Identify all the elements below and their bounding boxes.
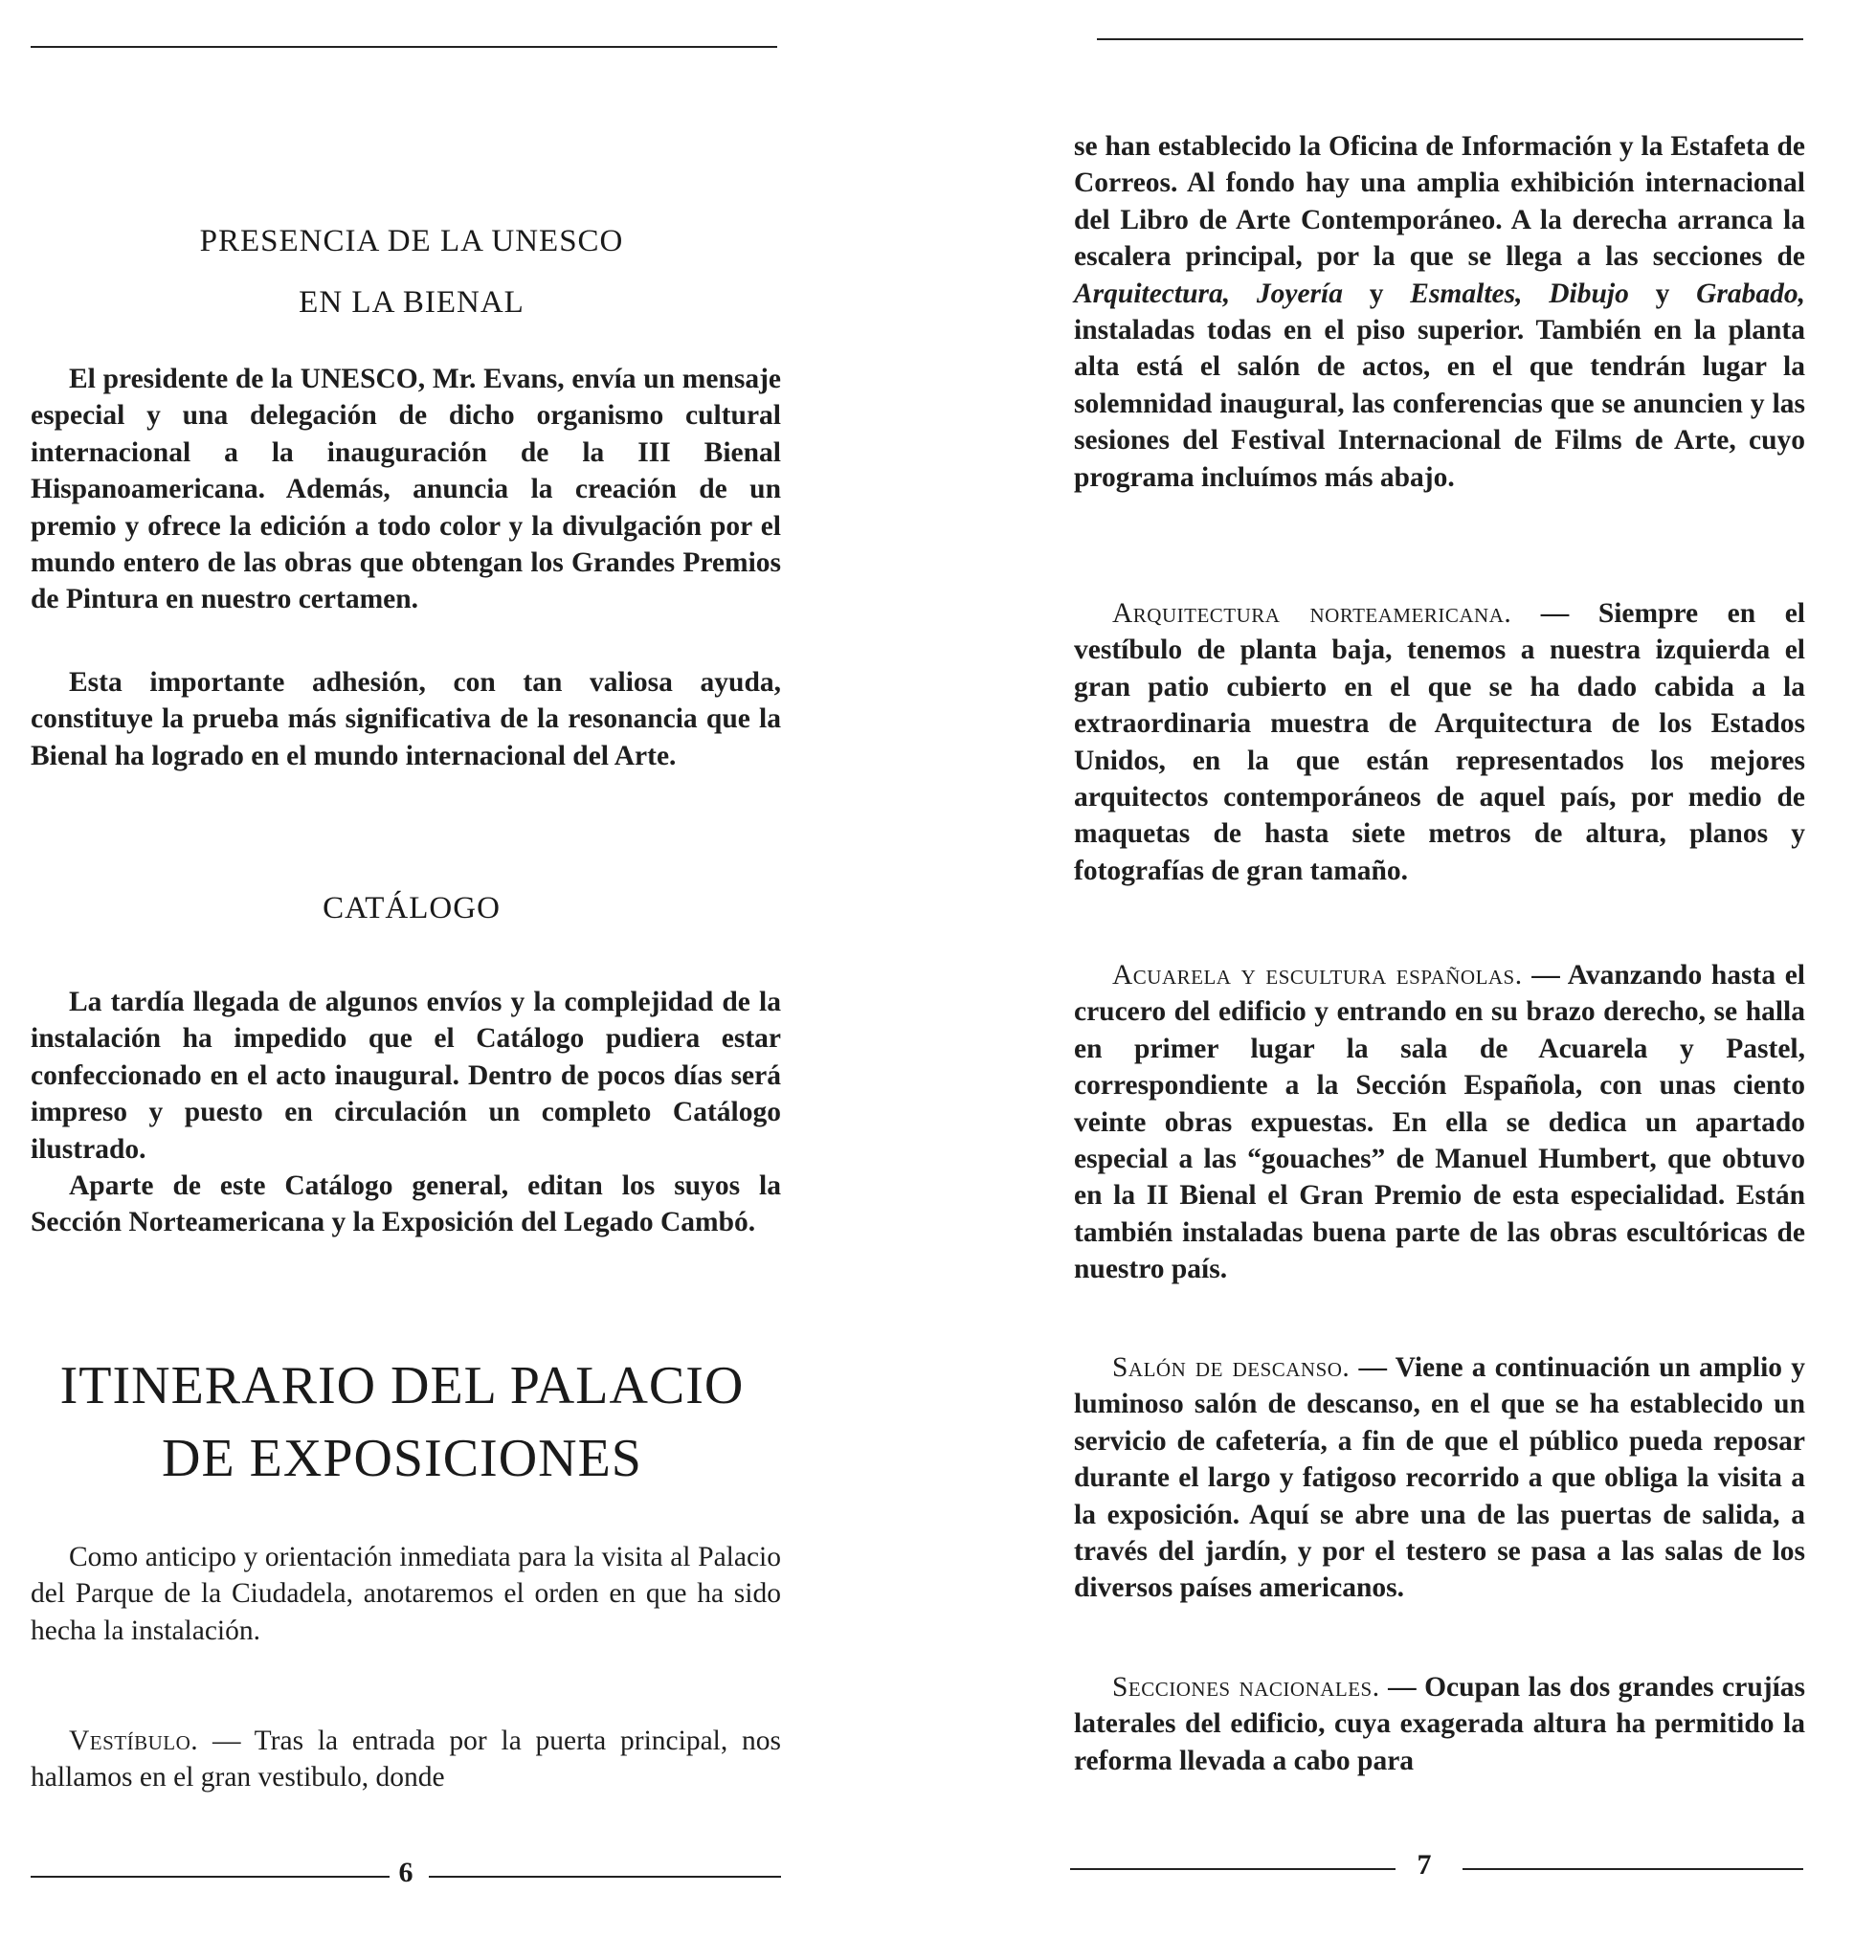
- unesco-paragraph-1: El presidente de la UNESCO, Mr. Evans, envía un mensaje especial y una delegación de dicho organismo cultural internacional a la inauguración de la III Bienal Hispanoamericana. Además, anuncia la creación de un premio y ofrece la edición a todo color y la divulgación por el mundo entero de las obras que obtengan los Grandes Premios de Pintura en nuestro certamen.: [31, 364, 781, 615]
- catalogo-paragraph-2: Aparte de este Catálogo general, editan los suyos la Sección Norteamericana y la Exposición del Legado Cambó.: [31, 1170, 781, 1238]
- and-word: y: [1628, 278, 1697, 309]
- continuation-part2: instaladas todas en el piso superior. También en la planta alta está el salón de actos, en el que tendrán lugar la solemnidad inaugural, las conferencias que se anuncien y las sesiones del Festival Internacional de Films de Arte, cuyo programa incluímos más abajo.: [1074, 315, 1805, 493]
- continuation-part1: se han establecido la Oficina de Información y la Estafeta de Correos. Al fondo hay una amplia exhibición internacional del Libro de Arte Contemporáneo. A la derecha arranca la escalera principal, por la que se llega a las secciones de: [1074, 131, 1805, 273]
- bottom-rule-left: [1070, 1868, 1396, 1870]
- section-arquitectura: [1074, 595, 1805, 889]
- catalogo-paragraph-1: La tardía llegada de algunos envíos y la complejidad de la instalación ha impedido que el Catálogo pudiera estar confeccionado en el acto inaugural. Dentro de pocos días será impreso y puesto en circulación un completo Catálogo ilustrado.: [31, 987, 781, 1165]
- right-page: [938, 0, 1876, 1960]
- itinerario-heading: [19, 1349, 785, 1495]
- vestibulo-text: — Tras la entrada por la puerta principal, nos hallamos en el gran vestibulo, donde: [31, 1726, 781, 1793]
- section-acuarela: [1074, 957, 1805, 1288]
- section-lead: Acuarela y escultura españolas.: [1112, 960, 1523, 991]
- bottom-rule-left: [31, 1876, 390, 1878]
- bottom-rule-right: [1463, 1868, 1803, 1870]
- section-lead: Secciones nacionales.: [1112, 1672, 1380, 1703]
- page-number: 6: [398, 1857, 413, 1888]
- unesco-heading-line2: EN LA BIENAL: [299, 285, 525, 320]
- section-text: — Ocupan las dos grandes crujías laterales del edificio, cuya exagerada altura ha permitido la reforma llevada a cabo para: [1074, 1672, 1805, 1776]
- unesco-heading-line1: PRESENCIA DE LA UNESCO: [199, 224, 624, 258]
- grabado-term: Grabado,: [1696, 278, 1806, 309]
- continuation-paragraph: [1074, 128, 1805, 496]
- section-lead: Salón de descanso.: [1112, 1352, 1351, 1383]
- vestibulo-lead: Vestíbulo.: [69, 1726, 199, 1756]
- top-rule: [1097, 38, 1803, 40]
- section-lead: Arquitectura norteamericana.: [1112, 598, 1512, 629]
- bottom-rule-right: [429, 1876, 781, 1878]
- esmaltes-term: Esmaltes,: [1410, 278, 1523, 309]
- itinerario-heading-line2: DE EXPOSICIONES: [162, 1429, 642, 1488]
- section-salon: [1074, 1349, 1805, 1607]
- page-number: 7: [1417, 1849, 1432, 1881]
- catalogo-heading: CATÁLOGO: [323, 891, 501, 925]
- unesco-paragraph-2: Esta importante adhesión, con tan valiosa ayuda, constituye la prueba más significativa de la resonancia que la Bienal ha logrado en el mundo internacional del Arte.: [31, 667, 781, 771]
- section-text: — Siempre en el vestíbulo de planta baja, tenemos a nuestra izquierda el gran patio cubierto en el que se ha dado cabida a la extraordinaria muestra de Arquitectura de los Estados Unidos, en la que están representados los mejores arquitectos contemporáneos de aquel país, por medio de maquetas de hasta siete metros de altura, planos y fotografías de gran tamaño.: [1074, 598, 1805, 886]
- unesco-heading: [57, 211, 766, 333]
- and-word: y: [1343, 278, 1411, 309]
- dibujo-term: Dibujo: [1549, 278, 1629, 309]
- arquitectura-term: Arquitectura,: [1074, 278, 1231, 309]
- vestibulo-paragraph: [31, 1723, 781, 1796]
- itinerario-intro: Como anticipo y orientación inmediata para la visita al Palacio del Parque de la Ciudadela, anotaremos el orden en que ha sido hecha la instalación.: [31, 1542, 781, 1646]
- joyeria-term: Joyería: [1256, 278, 1343, 309]
- top-rule: [31, 46, 777, 48]
- section-nacionales: [1074, 1669, 1805, 1779]
- section-text: — Viene a continuación un amplio y luminoso salón de descanso, en el que se ha establecido un servicio de cafetería, a fin de que el público pueda reposar durante el largo y fatigoso recorrido a que obliga la visita a la exposición. Aquí se abre una de las puertas de salida, a través del jardín, y por el testero se pasa a las salas de los diversos países americanos.: [1074, 1352, 1805, 1604]
- itinerario-heading-line1: ITINERARIO DEL PALACIO: [59, 1356, 745, 1415]
- section-text: — Avanzando hasta el crucero del edificio y entrando en su brazo derecho, se halla en primer lugar la sala de Acuarela y Pastel, correspondiente a la Sección Española, con unas ciento veinte obras expuestas. En ella se dedica un apartado especial a las “gouaches” de Manuel Humbert, que obtuvo en la II Bienal el Gran Premio de esta especialidad. Están también instaladas buena parte de las obras escultóricas de nuestro país.: [1074, 960, 1805, 1285]
